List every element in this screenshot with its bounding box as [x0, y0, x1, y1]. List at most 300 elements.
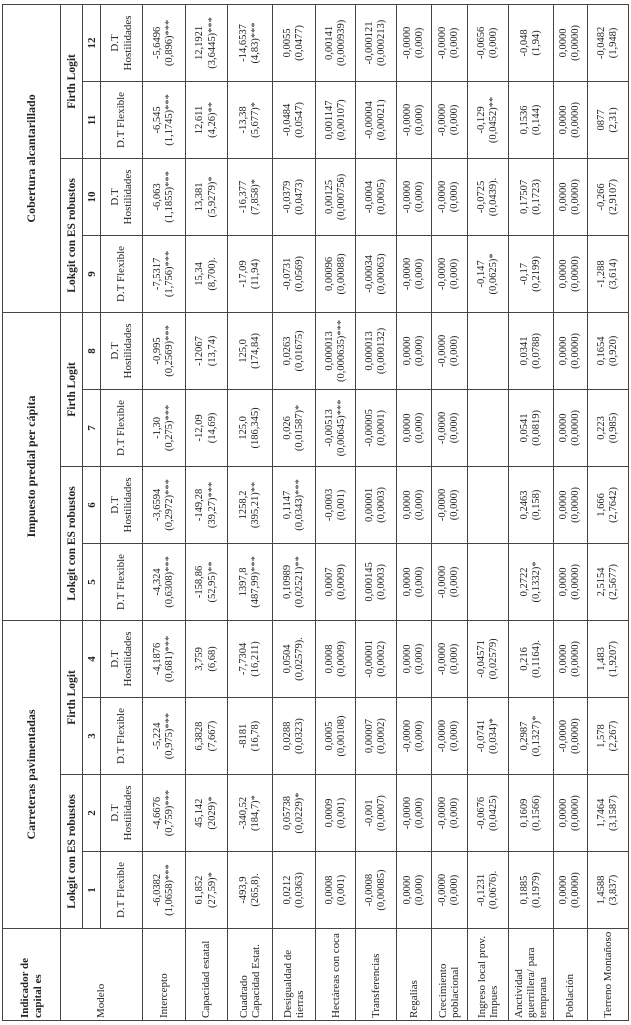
table-cell: [508, 312, 553, 389]
row-label: Anctividad guerrillera/ para temprana: [508, 929, 553, 1021]
standard-error: (0,000213): [376, 19, 388, 67]
table-cell: [315, 466, 356, 543]
table-cell: [315, 312, 356, 389]
standard-error: (174,84): [250, 333, 262, 369]
coefficient: -0,129: [476, 106, 488, 134]
standard-error: (16,78): [250, 720, 262, 752]
table-cell: [397, 389, 432, 466]
coefficient: 125,0: [238, 339, 250, 363]
table-cell: [468, 852, 509, 929]
table-cell: [588, 543, 629, 620]
coefficient: -0,04571: [476, 640, 488, 678]
coefficient: -1,288: [596, 260, 608, 288]
table-cell: [185, 698, 228, 775]
coefficient: 0,2722: [518, 567, 530, 597]
coefficient: 0,0288: [281, 721, 293, 751]
coefficient: -0,0676: [476, 796, 488, 830]
table-cell: [143, 389, 186, 466]
table-cell: [553, 158, 588, 235]
standard-error: (0,001): [335, 874, 347, 906]
table-cell: [356, 775, 397, 852]
standard-error: (7,858)*: [250, 179, 262, 215]
table-cell: [553, 543, 588, 620]
standard-error: (0,0343)***: [293, 479, 305, 531]
standard-error: (0,000): [449, 335, 461, 367]
table-cell: [185, 775, 228, 852]
column-number: 6: [83, 466, 101, 543]
coefficient: -13,38: [238, 106, 250, 134]
coefficient: 0,0000: [558, 182, 570, 212]
standard-error: (1,94): [530, 30, 542, 56]
standard-error: (0,000): [488, 27, 500, 59]
standard-error: (0,01587)*: [293, 404, 305, 452]
standard-error: (0,00088): [335, 253, 347, 295]
table-cell: [356, 158, 397, 235]
coefficient: 0,223: [596, 416, 608, 440]
column-number: 9: [83, 235, 101, 312]
row-label: Intercepto: [143, 929, 186, 1021]
table-cell: [356, 852, 397, 929]
standard-error: (0,0002): [376, 641, 388, 677]
table-cell: [356, 312, 397, 389]
coefficient: -0,0004: [364, 180, 376, 214]
coefficient: -0,0000: [401, 796, 413, 830]
group-header-alcantarillado: Cobertura alcantarillado: [3, 4, 61, 312]
table-cell: [185, 312, 228, 389]
row-label: Población: [553, 929, 588, 1021]
table-cell: [588, 466, 629, 543]
table-cell: [356, 4, 397, 81]
standard-error: (8,700).: [206, 257, 218, 291]
coefficient: 0,0000: [401, 567, 413, 597]
coefficient: 0,1654: [596, 336, 608, 366]
coefficient: -0,0482: [596, 26, 608, 60]
standard-error: (4,83)***: [250, 22, 262, 64]
table-cell: [553, 698, 588, 775]
coefficient: 0,0000: [558, 875, 570, 905]
standard-error: (0,0000): [570, 25, 582, 61]
standard-error: (2,31): [608, 107, 620, 133]
row-label: Terreno Montañoso: [588, 929, 629, 1021]
standard-error: (0,000): [413, 566, 425, 598]
coefficient: -6,063: [151, 183, 163, 211]
table-cell: [468, 543, 509, 620]
standard-error: (0,2972)***: [163, 479, 175, 531]
standard-error: (1,0658)***: [163, 864, 175, 916]
model-label: D.T Hostilidades: [101, 4, 143, 81]
coefficient: 0,1609: [518, 798, 530, 828]
table-cell: [273, 698, 316, 775]
coefficient: -0,00513: [323, 409, 335, 447]
coefficient: -149,28: [194, 488, 206, 522]
standard-error: (3,837): [608, 874, 620, 906]
coefficient: 0,05738: [281, 795, 293, 831]
standard-error: (5,677)*: [250, 102, 262, 138]
standard-error: (0,0009): [335, 564, 347, 600]
table-row: [508, 4, 553, 1020]
standard-error: (27,59)*: [206, 872, 218, 908]
coefficient: 3,759: [194, 647, 206, 671]
table-cell: [185, 4, 228, 81]
coefficient: -0,17: [518, 263, 530, 285]
table-row: [553, 4, 588, 1020]
standard-error: (0,034)*: [488, 718, 500, 754]
standard-error: (0,0547): [293, 102, 305, 138]
table-row: [468, 4, 509, 1020]
table-cell: [273, 543, 316, 620]
group-header-carreteras: Carreteras pavimentadas: [3, 620, 61, 928]
table-cell: [273, 466, 316, 543]
standard-error: (14,69): [206, 412, 218, 444]
standard-error: (0,0000): [570, 564, 582, 600]
coefficient: -0,0000: [437, 411, 449, 445]
table-cell: [468, 389, 509, 466]
coefficient: -0,00001: [364, 640, 376, 678]
coefficient: -14,6537: [238, 24, 250, 62]
group-header-impuesto: Impuesto predial per cápita: [3, 312, 61, 620]
table-cell: [553, 235, 588, 312]
standard-error: (0,000): [449, 566, 461, 598]
table-cell: [431, 312, 468, 389]
standard-error: (0,0009): [335, 641, 347, 677]
table-row: [185, 4, 228, 1020]
standard-error: (0,0000): [570, 256, 582, 292]
standard-error: (0,0473): [293, 179, 305, 215]
coefficient: -0,266: [596, 183, 608, 211]
standard-error: (0,0003): [376, 564, 388, 600]
coefficient: 0,0000: [558, 798, 570, 828]
standard-error: (186,345): [250, 407, 262, 449]
coefficient: -0,0731: [281, 257, 293, 291]
coefficient: 1,7464: [596, 798, 608, 828]
standard-error: (0,001): [335, 797, 347, 829]
coefficient: -0,0000: [401, 103, 413, 137]
table-cell: [273, 775, 316, 852]
standard-error: (0,000): [449, 104, 461, 136]
column-number: 7: [83, 389, 101, 466]
table-cell: [397, 158, 432, 235]
coefficient: 1258,2: [238, 490, 250, 520]
standard-error: (3,1587): [608, 795, 620, 831]
standard-error: (0,00085): [376, 869, 388, 911]
standard-error: (0,0000): [570, 872, 582, 908]
table-cell: [588, 312, 629, 389]
standard-error: (0,0000): [570, 718, 582, 754]
table-cell: [143, 4, 186, 81]
coefficient: 0,0008: [323, 875, 335, 905]
column-number: 11: [83, 81, 101, 158]
standard-error: (0,0000): [570, 179, 582, 215]
standard-error: (0,000): [413, 720, 425, 752]
coefficient: -0,0741: [476, 719, 488, 753]
coefficient: -158,86: [194, 565, 206, 599]
table-cell: [553, 81, 588, 158]
standard-error: (0,0000): [570, 102, 582, 138]
table-cell: [273, 158, 316, 235]
standard-error: (0,0323): [293, 718, 305, 754]
standard-error: (0,0569): [293, 256, 305, 292]
standard-error: (0,0625)*: [488, 253, 500, 295]
coefficient: -493,9: [238, 876, 250, 904]
table-cell: [228, 466, 273, 543]
coefficient: 0,0000: [401, 875, 413, 905]
standard-error: (395,21)**: [250, 481, 262, 529]
standard-error: (1,756)***: [163, 250, 175, 298]
table-cell: [508, 466, 553, 543]
table-cell: [553, 4, 588, 81]
standard-error: (0,0439).: [488, 177, 500, 217]
table-cell: [356, 466, 397, 543]
table-cell: [356, 698, 397, 775]
estimator-header: Firth Logit: [61, 4, 83, 158]
table-cell: [468, 158, 509, 235]
table-cell: [431, 775, 468, 852]
standard-error: (0,00645)***: [335, 399, 347, 457]
model-label: D.T Hostilidades: [101, 312, 143, 389]
model-label: D.T Flexible: [101, 81, 143, 158]
table-cell: [553, 466, 588, 543]
coefficient: -0,0008: [364, 873, 376, 907]
table-row: [143, 4, 186, 1020]
table-cell: [315, 158, 356, 235]
table-cell: [431, 698, 468, 775]
coefficient: 0,0341: [518, 336, 530, 366]
table-cell: [397, 466, 432, 543]
table-cell: [508, 235, 553, 312]
table-cell: [273, 852, 316, 929]
table-cell: [143, 158, 186, 235]
standard-error: (1,948): [608, 27, 620, 59]
coefficient: 0,000145: [364, 562, 376, 602]
coefficient: 0,0504: [281, 644, 293, 674]
coefficient: 0,000013: [364, 331, 376, 371]
coefficient: -0,0000: [437, 565, 449, 599]
coefficient: 0,0000: [401, 490, 413, 520]
table-cell: [508, 852, 553, 929]
coefficient: 0,0000: [558, 259, 570, 289]
table-cell: [315, 620, 356, 697]
coefficient: -6,545: [151, 106, 163, 134]
coefficient: -1,30: [151, 417, 163, 439]
row-label: Cuadrado Capacidad Estat.: [228, 929, 273, 1021]
coefficient: -0,0725: [476, 180, 488, 214]
standard-error: (184,7)*: [250, 795, 262, 831]
standard-error: (0,00021): [376, 99, 388, 141]
table-cell: [315, 543, 356, 620]
coefficient: -16,377: [238, 180, 250, 214]
coefficient: -0,0000: [437, 642, 449, 676]
coefficient: -0,147: [476, 260, 488, 288]
standard-error: (487,99)***: [250, 556, 262, 608]
table-cell: [397, 543, 432, 620]
column-number: 1: [83, 852, 101, 929]
table-cell: [228, 620, 273, 697]
coefficient: 0,0000: [558, 490, 570, 520]
table-cell: [468, 312, 509, 389]
standard-error: (0,1566): [530, 795, 542, 831]
standard-error: (0,000): [413, 797, 425, 829]
coefficient: 0,0000: [401, 644, 413, 674]
table-cell: [273, 4, 316, 81]
estimator-header: Lokgit con ES robustos: [61, 775, 83, 929]
standard-error: (0,0000): [570, 410, 582, 446]
standard-error: (0,000): [413, 335, 425, 367]
standard-error: (265,8).: [250, 873, 262, 907]
coefficient: -4,1876: [151, 642, 163, 676]
table-cell: [356, 620, 397, 697]
coefficient: 0,000013: [323, 331, 335, 371]
table-cell: [508, 620, 553, 697]
coefficient: 0,0009: [323, 798, 335, 828]
coefficient: 0,2987: [518, 721, 530, 751]
table-cell: [228, 775, 273, 852]
model-label: D.T Flexible: [101, 235, 143, 312]
table-cell: [397, 775, 432, 852]
standard-error: (0,000): [449, 258, 461, 290]
estimator-header: Firth Logit: [61, 312, 83, 466]
table-row: [397, 4, 432, 1020]
coefficient: 0,0007: [323, 567, 335, 597]
table-cell: [228, 81, 273, 158]
coefficient: 12,611: [194, 105, 206, 135]
table-cell: [588, 4, 629, 81]
standard-error: (0,00107): [335, 99, 347, 141]
table-cell: [588, 158, 629, 235]
column-number: 12: [83, 4, 101, 81]
standard-error: (2,7642): [608, 487, 620, 523]
standard-error: (11,94): [250, 258, 262, 290]
coefficient: -0,0379: [281, 180, 293, 214]
estimator-header: Lokgit con ES robustos: [61, 466, 83, 620]
standard-error: (3,6445)***: [206, 17, 218, 69]
standard-error: (0,000): [449, 874, 461, 906]
table-cell: [356, 235, 397, 312]
coefficient: -0,000121: [364, 21, 376, 65]
standard-error: (0,759)***: [163, 789, 175, 837]
modelo-header: Modelo: [61, 929, 143, 1021]
table-cell: [273, 312, 316, 389]
table-cell: [553, 389, 588, 466]
table-cell: [228, 389, 273, 466]
standard-error: (0,2569)***: [163, 325, 175, 377]
coefficient: -0,00004: [364, 101, 376, 139]
standard-error: (0,6308)***: [163, 556, 175, 608]
standard-error: (6,68): [206, 646, 218, 672]
coefficient: -0,0000: [437, 719, 449, 753]
table-cell: [315, 698, 356, 775]
table-cell: [143, 466, 186, 543]
coefficient: -8181: [238, 723, 250, 749]
coefficient: -0,0656: [476, 26, 488, 60]
standard-error: (0,000132): [376, 327, 388, 375]
table-cell: [397, 852, 432, 929]
coefficient: -17,09: [238, 260, 250, 288]
estimator-header: Lokgit con ES robustos: [61, 158, 83, 312]
column-number: 2: [83, 775, 101, 852]
standard-error: (0,681)***: [163, 635, 175, 683]
standard-error: (0,0788): [530, 333, 542, 369]
standard-error: (2,5677): [608, 564, 620, 600]
table-cell: [356, 389, 397, 466]
table-cell: [588, 81, 629, 158]
table-row: [588, 4, 629, 1020]
table-cell: [315, 389, 356, 466]
table-cell: [588, 620, 629, 697]
row-label: Hectáreas con coca: [315, 929, 356, 1021]
table-cell: [468, 81, 509, 158]
table-cell: [431, 158, 468, 235]
standard-error: (0,985): [608, 412, 620, 444]
standard-error: (0,00108): [335, 715, 347, 757]
table-cell: [397, 698, 432, 775]
model-label: D.T Hostilidades: [101, 466, 143, 543]
standard-error: (0,1332)*: [530, 561, 542, 603]
standard-error: (7,667): [206, 720, 218, 752]
standard-error: (0,1723): [530, 179, 542, 215]
table-cell: [143, 81, 186, 158]
table-cell: [588, 852, 629, 929]
coefficient: 0,00125: [323, 179, 335, 214]
coefficient: -0,0000: [437, 103, 449, 137]
coefficient: 1,483: [596, 647, 608, 671]
column-number: 4: [83, 620, 101, 697]
standard-error: (0,000): [449, 643, 461, 675]
table-cell: [508, 158, 553, 235]
table-cell: [185, 466, 228, 543]
table-cell: [273, 235, 316, 312]
row-label: Crecimiento poblacional: [431, 929, 468, 1021]
table-cell: [431, 81, 468, 158]
coefficient: 2,5154: [596, 567, 608, 597]
table-cell: [185, 852, 228, 929]
coefficient: 61,852: [194, 875, 206, 905]
standard-error: (0,000): [413, 104, 425, 136]
coefficient: -0,0000: [401, 26, 413, 60]
table-cell: [553, 620, 588, 697]
table-cell: [431, 852, 468, 929]
standard-error: (0,000): [413, 412, 425, 444]
coefficient: 1,666: [596, 493, 608, 517]
table-row: [315, 4, 356, 1020]
table-cell: [431, 235, 468, 312]
table-cell: [553, 852, 588, 929]
column-number: 8: [83, 312, 101, 389]
coefficient: -6,0382: [151, 873, 163, 907]
coefficient: -0,0000: [437, 334, 449, 368]
standard-error: (0,000): [449, 181, 461, 213]
table-cell: [397, 620, 432, 697]
standard-error: (0,0000): [570, 641, 582, 677]
standard-error: (0,920): [608, 335, 620, 367]
table-cell: [356, 81, 397, 158]
coefficient: -0,0000: [437, 796, 449, 830]
table-cell: [273, 620, 316, 697]
indicator-header: Indicador de capital es: [3, 929, 61, 1021]
coefficient: -4,324: [151, 568, 163, 596]
coefficient: 13,381: [194, 182, 206, 212]
coefficient: -7,5317: [151, 257, 163, 291]
table-row: [273, 4, 316, 1020]
table-cell: [315, 235, 356, 312]
row-label: Regalías: [397, 929, 432, 1021]
coefficient: 1,4588: [596, 875, 608, 905]
table-cell: [185, 389, 228, 466]
coefficient: 6,3828: [194, 721, 206, 751]
row-label: Capacidad estatal: [185, 929, 228, 1021]
standard-error: (0,00063): [376, 253, 388, 295]
coefficient: 0,0055: [281, 28, 293, 58]
table-cell: [228, 235, 273, 312]
